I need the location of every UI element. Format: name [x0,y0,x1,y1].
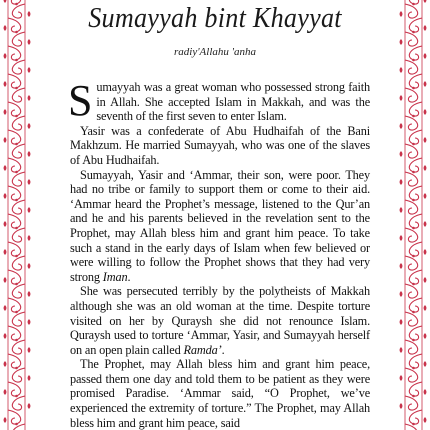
paragraph-5: The Prophet, may Allah bless him and grant him peace, passed them one day and told them to be patient as they were promised Paradise. ‘Ammar said, “O Prophet, we’ve experienced the extremity of torture.” The Prophet, may Allah bless him and grant him peace, said [70,357,370,430]
ramda-term: Ramda’ [183,342,222,357]
drop-cap: S [68,76,93,125]
page-title: Sumayyah bint Khayyat [88,2,342,34]
paragraph-3 [70,168,370,285]
right-ornamental-border [396,0,430,430]
paragraph-2: Yasir was a confederate of Abu Hudhaifah of the Bani Makhzum. He married Sumayyah, who was one of the slaves of Abu Hudhaifah. [70,123,370,167]
paragraph-1-text: umayyah was a great woman who possessed strong faith in Allah. She accepted Islam in Makkah, and was the seventh of the first seven to enter Islam. [96,80,370,124]
paragraph-4-text: She was persecuted terribly by the polytheists of Makkah although she was an old woman at the time. Despite torture visited on her by Quraysh she did not renounce Islam. Quraysh used to torture ‘Ammar, Yasir, and Sumayyah herself on an open plain called [70,284,370,357]
page-subtitle: radiy'Allahu 'anha [173,46,256,58]
left-ornamental-border [0,0,34,430]
paragraph-3-text: Sumayyah, Yasir and ‘Ammar, their son, were poor. They had no tribe or family to support them or come to their aid. ‘Ammar heard the Prophet’s message, listened to the Qur’an and he and his parents believed in the revelation sent to the Prophet, may Allah bless him and grant him peace. To take such a stand in the early days of Islam when few believed or were willing to follow the Prophet shows that they had very strong [70,167,370,284]
paragraph-1 [68,76,370,125]
iman-term: Iman [102,269,128,284]
paragraph-4 [70,284,370,357]
article-body [68,76,370,430]
paragraph-4-end: . [221,342,225,357]
paragraph-3-end: . [127,269,131,284]
